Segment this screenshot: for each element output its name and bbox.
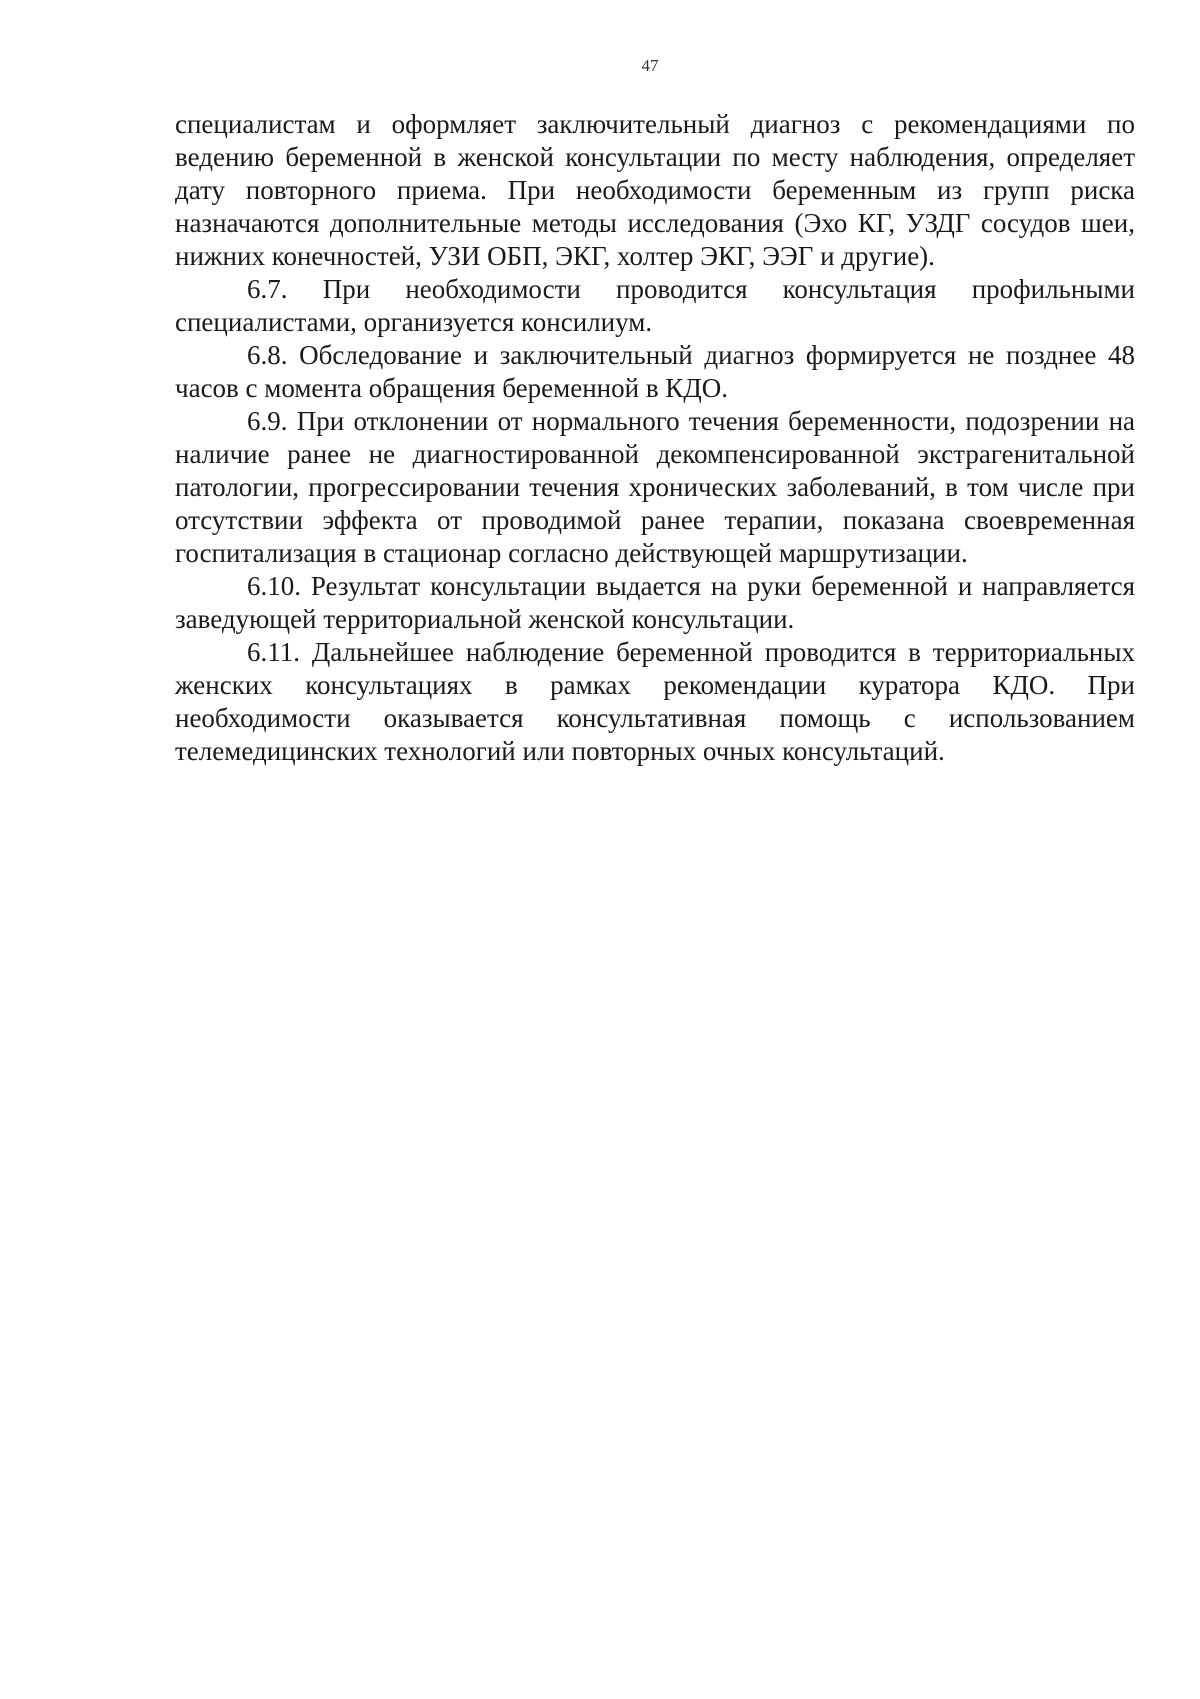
document-body — [175, 108, 1135, 768]
paragraph-6-9: 6.9. При отклонении от нормального течения беременности, подозрении на наличие ранее не диагностированной декомпенсированной экстрагенитальной патологии, прогрессировании течения хронических заболеваний, в том числе при отсутствии эффекта от проводимой ранее терапии, показана своевременная госпитализация в стационар согласно действующей маршрутизации. — [175, 406, 1135, 568]
paragraph-6-8: 6.8. Обследование и заключительный диагноз формируется не позднее 48 часов с момента обращения беременной в КДО. — [175, 340, 1135, 403]
paragraph-continuation: специалистам и оформляет заключительный диагноз с рекомендациями по ведению беременной в женской консультации по месту наблюдения, определяет дату повторного приема. При необходимости беременным из групп риска назначаются дополнительные методы исследования (Эхо КГ, УЗДГ сосудов шеи, нижних конечностей, УЗИ ОБП, ЭКГ, холтер ЭКГ, ЭЭГ и другие). — [175, 109, 1135, 271]
paragraph-6-7: 6.7. При необходимости проводится консультация профильными специалистами, организуется консилиум. — [175, 274, 1135, 337]
paragraph-6-10: 6.10. Результат консультации выдается на руки беременной и направляется заведующей территориальной женской консультации. — [175, 571, 1135, 634]
paragraph-6-11: 6.11. Дальнейшее наблюдение беременной проводится в территориальных женских консультациях в рамках рекомендации куратора КДО. При необходимости оказывается консультативная помощь с использованием телемедицинских технологий или повторных очных консультаций. — [175, 637, 1135, 766]
page-number: 47 — [641, 56, 659, 75]
